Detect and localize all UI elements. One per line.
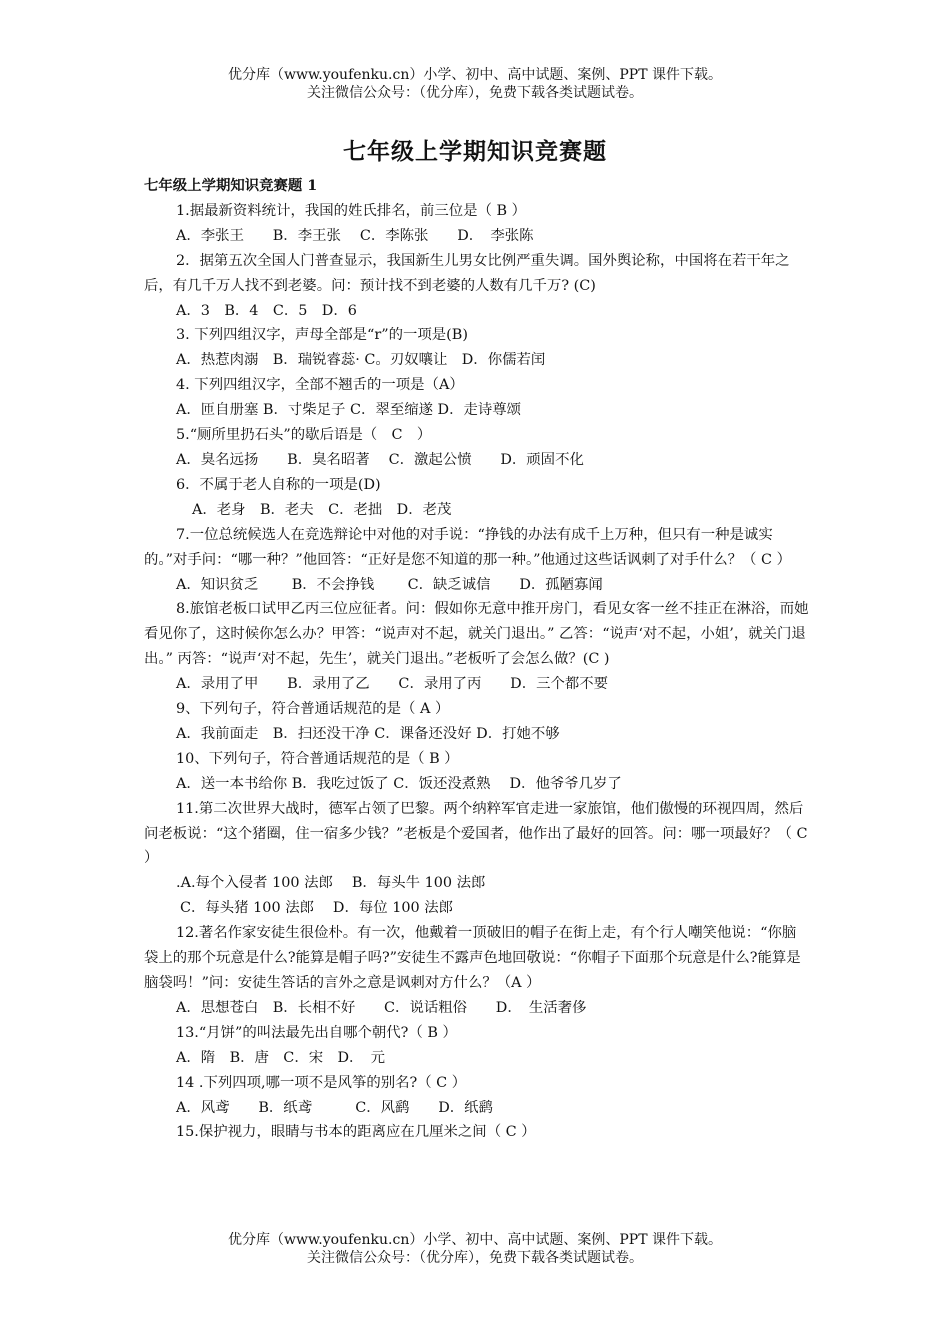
question-4: 4. 下列四组汉字，全部不翘舌的一项是（A） (176, 377, 464, 394)
options-11a: .A.每个入侵者 100 法郎 B．每头牛 100 法郎 (176, 875, 486, 892)
question-1: 1.据最新资料统计，我国的姓氏排名，前三位是（ B ） (176, 202, 527, 219)
options-12: A．思想苍白 B．长相不好 C．说话粗俗 D． 生活奢侈 (176, 999, 587, 1016)
question-7: 7.一位总统候选人在竞选辩论中对他的对手说：“挣钱的办法有成千上万种，但只有一种是诚实的。”对手问：“哪一种？”他回答：“正好是您不知道的那一种。”他通过这些话讽刺了对手什么？（ C ） (144, 526, 791, 568)
footer-line-1: 优分库（www.youfenku.cn）小学、初中、高中试题、案例、PPT 课件下载。 (227, 1232, 722, 1248)
options-4: A．匝自册塞 B．寸柴足子 C．翠至缩遂 D．走诗尊颂 (176, 402, 522, 419)
question-3: 3. 下列四组汉字，声母全部是“r”的一项是(B) (176, 327, 468, 344)
options-5: A．臭名远扬 B．臭名昭著 C．激起公愤 D．顽固不化 (176, 451, 584, 468)
question-5: 5.“厕所里扔石头”的歇后语是（ C ） (176, 427, 432, 444)
question-13: 13.“月饼”的叫法最先出自哪个朝代?（ B ） (176, 1024, 457, 1041)
options-1: A．李张王 B．李王张 C．李陈张 D． 李张陈 (176, 227, 534, 244)
options-7: A．知识贫乏 B．不会挣钱 C．缺乏诚信 D．孤陋寡闻 (176, 576, 603, 593)
question-15: 15.保护视力，眼睛与书本的距离应在几厘米之间（ C ） (176, 1124, 536, 1141)
options-11b: C．每头猪 100 法郎 D．每位 100 法郎 (180, 900, 454, 917)
footer-line-2: 关注微信公众号：（优分库），免费下载各类试题试卷。 (307, 1250, 643, 1266)
options-3: A．热惹肉溺 B．瑞锐睿蕊· C。刃奴嚷让 D．你儒若闰 (176, 352, 546, 369)
document-title: 七年级上学期知识竞赛题 (343, 138, 607, 165)
options-10: A．送一本书给你 B．我吃过饭了 C．饭还没煮熟 D．他爷爷几岁了 (176, 775, 622, 792)
options-14: A．风鸢 B．纸鸢 C．风鹞 D．纸鹞 (176, 1099, 493, 1116)
question-12: 12.著名作家安徒生很俭朴。有一次，他戴着一顶破旧的帽子在街上走，有个行人嘲笑他说：“你脑袋上的那个玩意是什么?能算是帽子吗?”安徒生不露声色地回敬说：“你帽子下面那个玩意是什么?能算是脑袋吗！”问：安徒生答话的言外之意是讽刺对方什么？（A ） (144, 925, 801, 991)
header-line-2: 关注微信公众号：（优分库），免费下载各类试题试卷。 (307, 85, 643, 101)
question-10: 10、下列句子，符合普通话规范的是（ B ） (176, 750, 459, 767)
options-6: A．老身 B．老夫 C．老拙 D．老茂 (192, 501, 452, 518)
question-11: 11.第二次世界大战时，德军占领了巴黎。两个纳粹军官走进一家旅馆，他们傲慢的环视四周，然后问老板说：“这个猪圈，住一宿多少钱？”老板是个爱国者，他作出了最好的回答。问：哪一项最好？（ C ） (144, 800, 808, 867)
options-8: A．录用了甲 B．录用了乙 C．录用了丙 D．三个都不要 (176, 676, 609, 693)
question-6: 6．不属于老人自称的一项是(D) (176, 476, 381, 493)
options-2: A．3 B．4 C．5 D．6 (176, 302, 357, 319)
question-14: 14 .下列四项,哪一项不是风筝的别名?（ C ） (176, 1074, 467, 1091)
section-heading: 七年级上学期知识竞赛题 1 (144, 177, 318, 194)
question-9: 9、下列句子，符合普通话规范的是（ A ） (176, 701, 450, 718)
question-2: 2．据第五次全国人门普查显示，我国新生儿男女比例严重失调。国外舆论称，中国将在若干年之后，有几千万人找不到老婆。问：预计找不到老婆的人数有几千万? (C) (144, 252, 790, 294)
options-9: A．我前面走 B．扫还没干净 C．课备还没好 D．打她不够 (176, 725, 560, 742)
options-13: A．隋 B．唐 C．宋 D． 元 (176, 1049, 386, 1066)
header-line-1: 优分库（www.youfenku.cn）小学、初中、高中试题、案例、PPT 课件下载。 (227, 67, 722, 83)
document-body (144, 174, 809, 1145)
question-8: 8.旅馆老板口试甲乙丙三位应征者。问：假如你无意中推开房门，看见女客一丝不挂正在淋浴，而她看见你了，这时候你怎么办？甲答：“说声对不起，就关门退出。” 乙答：“说声‘对不起，小姐’，就关门退出。” 丙答：“说声‘对不起，先生’，就关门退出。”老板听了会怎么做？(C ) (144, 601, 809, 668)
